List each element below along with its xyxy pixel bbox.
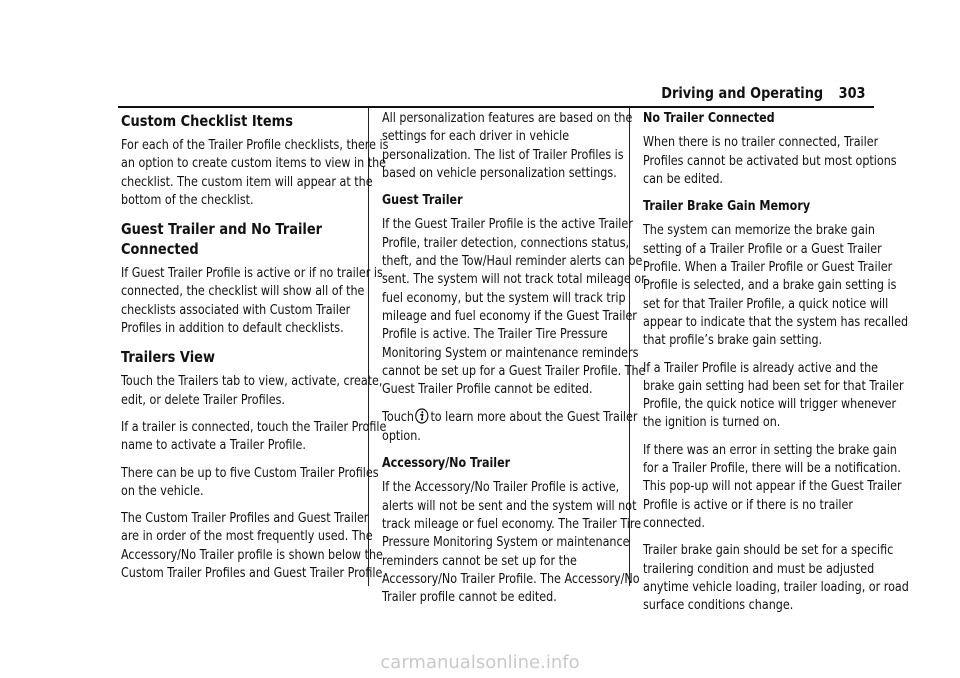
heading-accessory-no-trailer: Accessory/No Trailer <box>382 456 511 472</box>
watermark: carmanualsonline.info <box>380 652 580 673</box>
column-2 <box>382 110 650 616</box>
heading-guest-trailer: Guest Trailer <box>382 193 463 209</box>
paragraph-five-profiles: There can be up to five Custom Trailer Profiles on the vehicle. <box>121 465 379 499</box>
info-icon <box>415 408 429 424</box>
paragraph-personalization: All personalization features are based on the settings for each driver in vehicle personalization. The list of Trailer Profiles is based on vehicle personalization settings. <box>382 111 633 181</box>
paragraph-accessory: If the Accessory/No Trailer Profile is active, alerts will not be sent and the system will not track mileage or fuel economy. The Trailer Tire Pressure Monitoring System or maintenance reminders cannot be set up for the Accessory/No Trailer Profile. The Accessory/No Trailer profile cannot be edited. <box>382 480 642 606</box>
column-3 <box>643 110 911 624</box>
column-1 <box>121 110 389 592</box>
paragraph-brake-adjust: Trailer brake gain should be set for a specific trailering condition and must be adjusted anytime vehicle loading, trailer loading, or road surface conditions change. <box>643 543 909 614</box>
paragraph-touch-info <box>382 408 650 446</box>
touch-info-text: to learn more about the Guest Trailer option. <box>382 410 638 444</box>
paragraph-profile-order: The Custom Trailer Profiles and Guest Trailer are in order of the most frequently used. The Accessory/No Trailer profile is shown below the Custom Trailer Profiles and Guest Trailer Profile. <box>121 511 386 582</box>
section-title: Driving and Operating <box>661 84 824 102</box>
paragraph-trailer-connected: If a trailer is connected, touch the Trailer Profile name to activate a Trailer Profile. <box>121 419 387 454</box>
heading-guest-trailer-no-trailer: Guest Trailer and No Trailer Connected <box>121 220 323 259</box>
heading-no-trailer-connected: No Trailer Connected <box>643 111 775 126</box>
paragraph-no-trailer: When there is no trailer connected, Trailer Profiles cannot be activated but most options can be edited. <box>643 135 897 187</box>
paragraph-guest-trailer: If the Guest Trailer Profile is the active Trailer Profile, trailer detection, connections status, theft, and the Tow/Haul reminder alerts can be sent. The system will not track total mileage or fuel economy, but the system will track trip mileage and fuel economy if the Guest Trailer Profile is active. The Trailer Tire Pressure Monitoring System or maintenance reminders cannot be set up for a Guest Trailer Profile. The Guest Trailer Profile cannot be edited. <box>382 217 646 398</box>
paragraph-custom-checklist: For each of the Trailer Profile checklists, there is an option to create custom items to view in the checklist. The custom item will appear at the bottom of the checklist. <box>121 138 389 208</box>
page-header <box>662 84 866 102</box>
heading-trailers-view: Trailers View <box>121 348 215 367</box>
page-number: 303 <box>839 84 866 102</box>
paragraph-brake-active: If a Trailer Profile is already active and the brake gain setting had been set for that Trailer Profile, the quick notice will trigger whenever the ignition is turned on. <box>643 360 904 431</box>
paragraph-trailers-tab: Touch the Trailers tab to view, activate, create, edit, or delete Trailer Profiles. <box>121 374 383 408</box>
header-rule <box>118 106 874 108</box>
heading-brake-gain-memory: Trailer Brake Gain Memory <box>643 199 811 215</box>
paragraph-guest-no-trailer: If Guest Trailer Profile is active or if no trailer is connected, the checklist will show all of the checklists associated with Custom Trailer Profiles in addition to default checklists. <box>121 266 383 337</box>
paragraph-brake-error: If there was an error in setting the brake gain for a Trailer Profile, there will be a notification. This pop-up will not appear if the Guest Trailer Profile is active or if there is no trailer connected. <box>643 442 902 531</box>
touch-text: Touch <box>382 410 415 426</box>
paragraph-brake-memory: The system can memorize the brake gain setting of a Trailer Profile or a Guest Trailer Profile. When a Trailer Profile or Guest Trailer Profile is selected, and a brake gain setting is set for that Trailer Profile, a quick notice will appear to indicate that the system has recalled that profile’s brake gain setting. <box>643 223 909 349</box>
heading-custom-checklist-items: Custom Checklist Items <box>121 112 293 130</box>
